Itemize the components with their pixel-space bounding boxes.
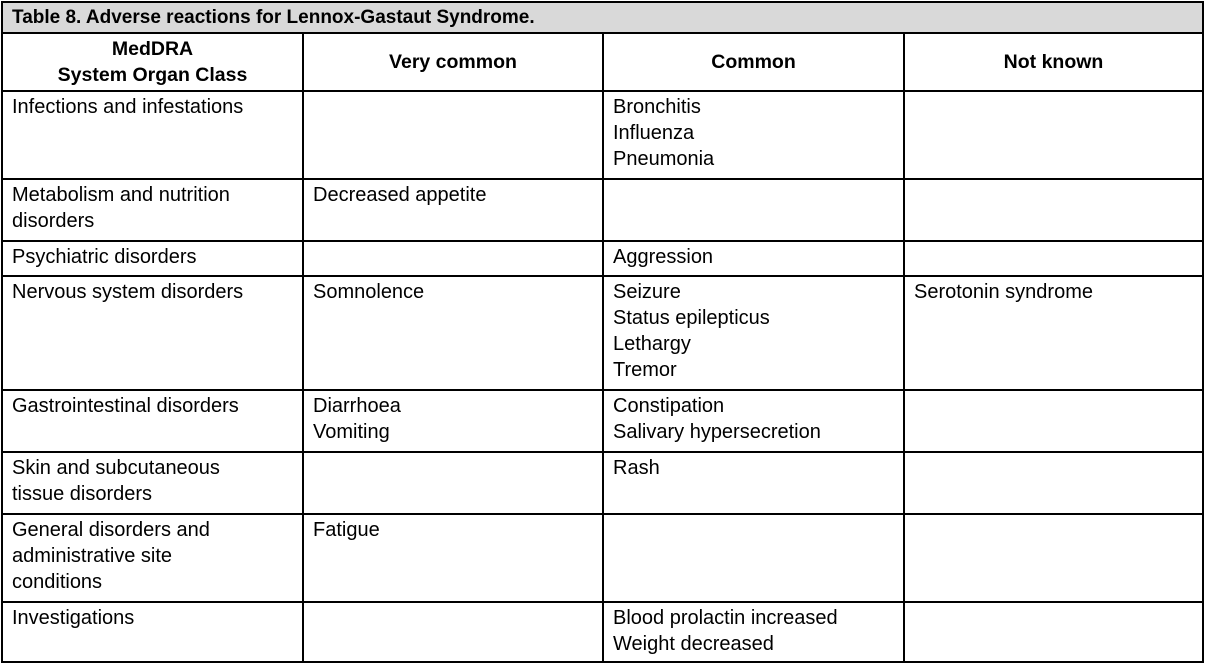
cell-line: disorders [12,210,95,232]
cell-line: Nervous system disorders [12,281,244,303]
cell-line: Blood prolactin increased [613,607,838,629]
cell-line: Infections and infestations [12,96,244,118]
adverse-reactions-table-container [1,1,1202,663]
cell-line: Psychiatric disorders [12,246,197,268]
cell-line: Bronchitis [613,96,701,118]
table-row [2,91,1203,179]
header-soc-line: MedDRA [111,38,194,60]
common-cell [603,452,904,514]
cell-line: Decreased appetite [313,184,487,206]
common-cell [603,602,904,662]
adverse-reactions-table [1,1,1204,663]
common-cell [603,276,904,390]
cell-line: Vomiting [313,421,390,443]
not-known-cell [904,514,1203,602]
soc-cell [2,179,303,241]
table-row [2,602,1203,662]
common-cell [603,91,904,179]
table-row [2,452,1203,514]
cell-line: Investigations [12,607,135,629]
soc-cell [2,276,303,390]
cell-line: Status epilepticus [613,307,770,329]
header-not-known: Not known [904,33,1203,91]
common-cell [603,241,904,276]
cell-line: Lethargy [613,333,691,355]
very-common-cell [303,241,603,276]
cell-line: conditions [12,571,103,593]
cell-line: Skin and subcutaneous [12,457,220,479]
cell-line: Rash [613,457,660,479]
cell-line: Aggression [613,246,714,268]
not-known-cell [904,241,1203,276]
soc-cell [2,390,303,452]
cell-line: Tremor [613,359,677,381]
very-common-cell [303,452,603,514]
table-row [2,390,1203,452]
very-common-cell [303,390,603,452]
cell-line: General disorders and [12,519,210,541]
not-known-cell [904,91,1203,179]
very-common-cell [303,91,603,179]
cell-line: Weight decreased [613,633,774,655]
soc-cell [2,602,303,662]
not-known-cell [904,276,1203,390]
table-caption-row [2,2,1203,33]
soc-cell [2,91,303,179]
very-common-cell [303,602,603,662]
cell-line: Salivary hypersecretion [613,421,821,443]
cell-line: Metabolism and nutrition [12,184,230,206]
table-row [2,514,1203,602]
cell-line: Constipation [613,395,725,417]
header-soc-line: System Organ Class [57,64,248,86]
header-very-common: Very common [303,33,603,91]
table-row [2,276,1203,390]
very-common-cell [303,514,603,602]
very-common-cell [303,179,603,241]
cell-line: Fatigue [313,519,380,541]
table-row [2,241,1203,276]
common-cell [603,390,904,452]
soc-cell [2,514,303,602]
cell-line: Gastrointestinal disorders [12,395,239,417]
cell-line: Somnolence [313,281,425,303]
soc-cell [2,452,303,514]
cell-line: administrative site [12,545,173,567]
cell-line: Seizure [613,281,681,303]
soc-cell [2,241,303,276]
table-caption: Table 8. Adverse reactions for Lennox-Gastaut Syndrome. [2,2,1203,33]
cell-line: Influenza [613,122,695,144]
cell-line: tissue disorders [12,483,153,505]
not-known-cell [904,179,1203,241]
cell-line: Serotonin syndrome [914,281,1093,303]
cell-line: Pneumonia [613,148,715,170]
very-common-cell [303,276,603,390]
common-cell [603,514,904,602]
header-system-organ-class [2,33,303,91]
not-known-cell [904,452,1203,514]
not-known-cell [904,390,1203,452]
cell-line: Diarrhoea [313,395,401,417]
not-known-cell [904,602,1203,662]
common-cell [603,179,904,241]
table-header-row [2,33,1203,91]
header-common: Common [603,33,904,91]
table-row [2,179,1203,241]
